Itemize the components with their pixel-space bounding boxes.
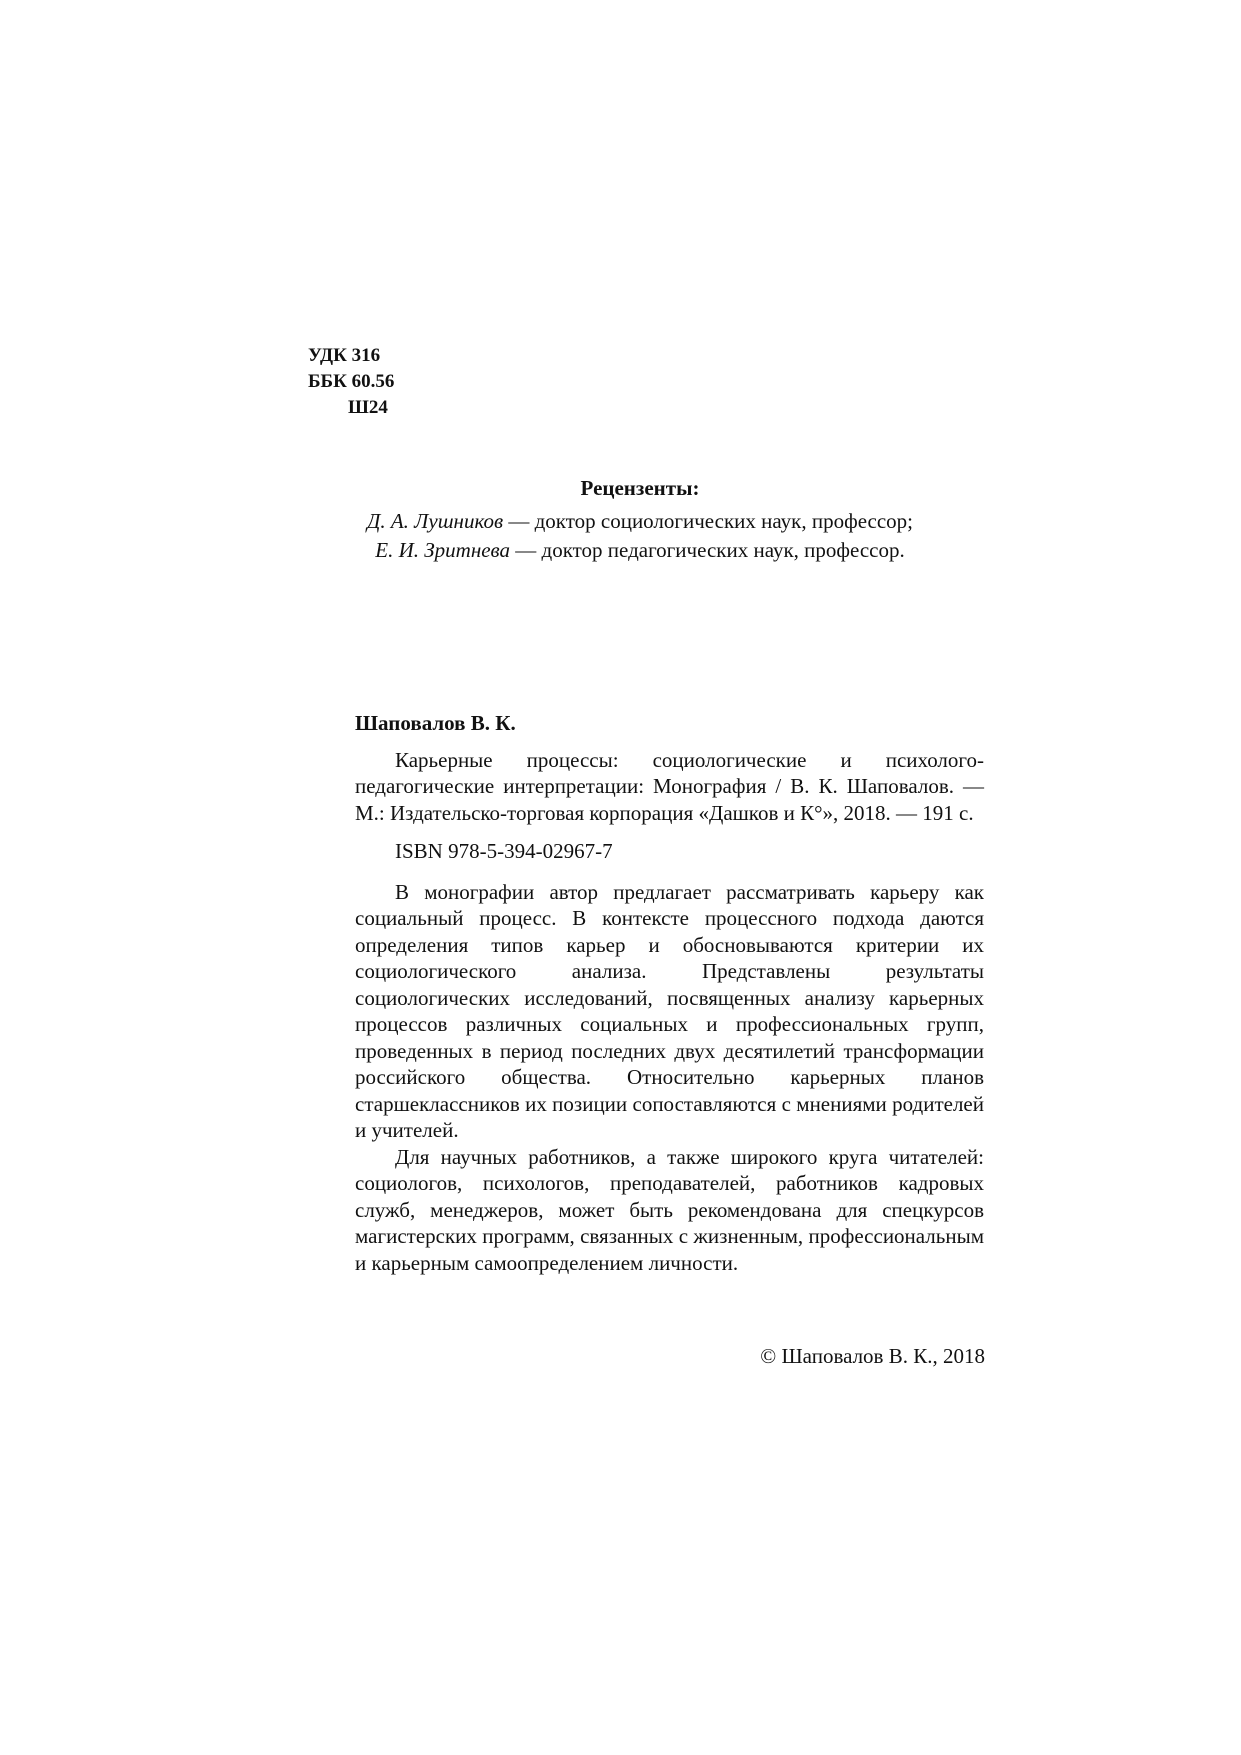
reviewer-description: — доктор социологических наук, профессор; xyxy=(503,509,914,533)
bbk-code: ББК 60.56 xyxy=(308,371,395,392)
abstract-paragraph-1: В монографии автор предлагает рассматривать карьеру как социальный процесс. В контексте процессного подхода даются определения типов карьер и обосновываются критерии их социологического анализа. Представлены результаты социологических исследований, посвященных анализу карьерных процессов различных социальных и профессиональных групп, проведенных в период последних двух десятилетий трансформации российского общества. Относительно карьерных планов старшеклассников их позиции сопоставляются с мнениями родителей и учителей. xyxy=(355,879,984,1142)
bibliographic-entry xyxy=(355,710,984,1276)
reviewers-title: Рецензенты: xyxy=(580,476,700,500)
reviewer-name: Е. И. Зритнева xyxy=(375,538,511,562)
reviewer-line xyxy=(340,507,940,536)
author-sign-code: Ш24 xyxy=(348,397,388,418)
author-heading: Шаповалов В. К. xyxy=(355,711,516,735)
udk-code: УДК 316 xyxy=(308,345,381,366)
bibliographic-description: Карьерные процессы: социологические и психолого-педагогические интерпретации: Монография / В. К. Шаповалов. — М.: Издательско-торговая корпорация «Дашков и К°», 2018. — 191 с. xyxy=(355,747,984,825)
classification-codes xyxy=(308,343,394,421)
abstract-paragraph-2: Для научных работников, а также широкого круга читателей: социологов, психологов, преподавателей, работников кадровых служб, менеджеров, может быть рекомендована для спецкурсов магистерских программ, связанных с жизненным, профессиональным и карьерным самоопределением личности. xyxy=(355,1144,984,1275)
reviewer-description: — доктор педагогических наук, профессор. xyxy=(510,538,905,562)
reviewer-line xyxy=(340,536,940,565)
reviewers-block xyxy=(340,474,940,565)
isbn: ISBN 978-5-394-02967-7 xyxy=(395,839,613,863)
reviewer-name: Д. А. Лушников xyxy=(366,509,504,533)
copyright-notice: © Шаповалов В. К., 2018 xyxy=(760,1344,985,1368)
